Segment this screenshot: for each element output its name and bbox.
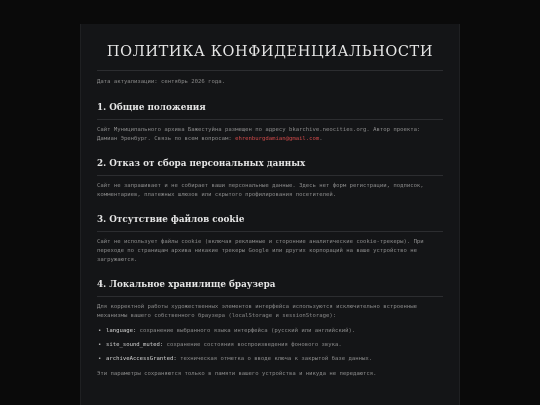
- list-item: [97, 341, 443, 350]
- section-heading: 2. Отказ от сбора персональных данных: [97, 159, 443, 176]
- privacy-policy-panel: [80, 24, 460, 405]
- section-text-end: .: [319, 136, 323, 142]
- section-heading: 1. Общие положения: [97, 103, 443, 120]
- storage-desc: сохранение выбранного языка интерфейса (русский или английский).: [136, 328, 356, 334]
- section-text-part: Сайт Муниципального архива Бажестуйна размещен по адресу bkarchive.neocities.org. Автор проекта: Дамиан Эренбург. Связь по всем вопросам:: [97, 127, 421, 142]
- storage-key: archiveAccessGranted:: [106, 356, 177, 362]
- section-heading: 3. Отсутствие файлов cookie: [97, 215, 443, 232]
- list-item: [97, 327, 443, 336]
- storage-key: language:: [106, 328, 137, 334]
- section-local-storage: [97, 280, 443, 379]
- section-final-text: Эти параметры сохраняются только в памяти вашего устройства и никуда не передаются.: [97, 371, 377, 377]
- title-divider: [97, 70, 443, 71]
- update-date: Дата актуализации: сентябрь 2026 года.: [97, 79, 225, 85]
- section-text: Сайт не использует файлы cookie (включая рекламные и сторонние аналитические cookie-трекеры). При переходе по страницам архива никакие трекеры Google или других корпораций на ваше устройство не загружаются.: [97, 239, 424, 263]
- section-text: Сайт не запрашивает и не собирает ваши персональные данные. Здесь нет форм регистрации, подписок, комментариев, платежных шлюзов или скрытого профилирования посетителей.: [97, 183, 424, 198]
- storage-list: [97, 327, 443, 364]
- section-heading: 4. Локальное хранилище браузера: [97, 280, 443, 297]
- section-text: Для корректной работы художественных элементов интерфейса используются исключительно встроенные механизмы вашего собственного браузера (localStorage и sessionStorage):: [97, 304, 417, 319]
- list-item: [97, 355, 443, 364]
- section-text: [97, 126, 443, 144]
- page-title: ПОЛИТИКА КОНФИДЕНЦИАЛЬНОСТИ: [106, 44, 434, 60]
- section-no-cookies: [97, 215, 443, 265]
- section-general: [97, 103, 443, 144]
- storage-desc: сохранение состояния воспроизведения фонового звука.: [163, 342, 342, 348]
- storage-key: site_sound_muted:: [106, 342, 164, 348]
- storage-desc: техническая отметка о вводе ключа к закрытой базе данных.: [176, 356, 373, 362]
- section-no-data-collection: [97, 159, 443, 200]
- email-link[interactable]: ehrenburgdamian@gmail.com: [235, 136, 320, 142]
